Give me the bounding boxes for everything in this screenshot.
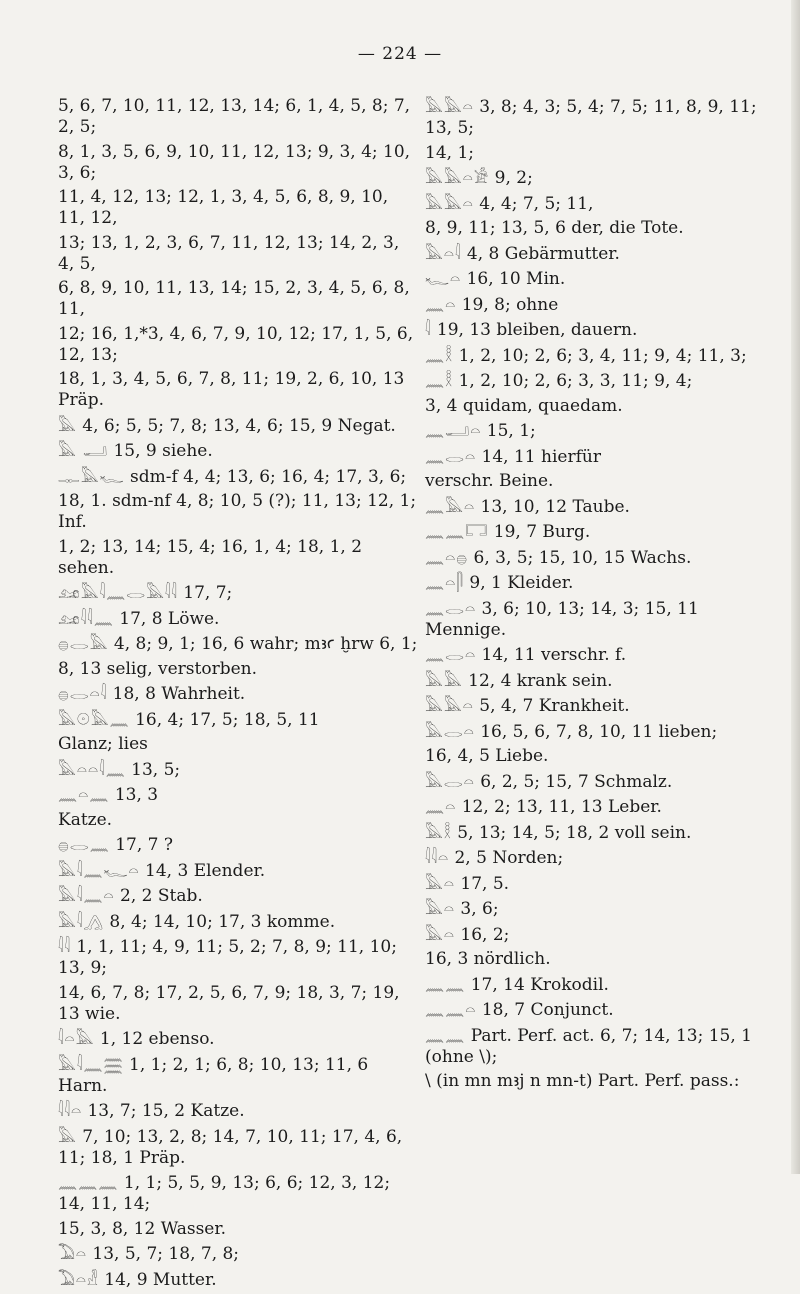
- dictionary-entry-line: [58, 142, 418, 184]
- entry-text: 2, 5 Norden;: [454, 848, 564, 868]
- dictionary-entry-line: [58, 369, 418, 411]
- entry-text: Katze.: [58, 809, 113, 830]
- entry-text: 8, 4; 14, 10; 17, 3 komme.: [109, 911, 336, 932]
- hieroglyph-group: 𓅓𓂋𓏏: [425, 721, 475, 741]
- entry-text: 6, 3, 5; 15, 10, 15 Wachs.: [473, 547, 692, 568]
- entry-text: 17, 5.: [460, 873, 510, 894]
- entry-text: 1, 2, 10; 2, 6; 3, 3, 11; 9, 4;: [458, 371, 693, 391]
- hieroglyph-group: 𓈖𓂋𓏏: [425, 645, 477, 664]
- entry-text: 16, 10 Min.: [466, 269, 566, 289]
- dictionary-entry-line: [58, 784, 418, 806]
- hieroglyph-group: 𓇋𓇋𓏏: [58, 1101, 83, 1120]
- entry-text: 16, 4; 17, 5; 18, 5, 11: [135, 709, 320, 730]
- entry-text: 15, 1;: [486, 421, 536, 441]
- entry-text: 15, 3, 8, 12 Wasser.: [58, 1218, 227, 1239]
- hieroglyph-group: 𓅓: [58, 1126, 77, 1146]
- hieroglyph-group: 𓈖𓂋𓏏: [425, 446, 477, 466]
- hieroglyph-group: 𓈖𓂋𓏏: [425, 598, 477, 618]
- entry-text: 18, 7 Conjunct.: [481, 1000, 614, 1020]
- entry-text: 1, 2; 13, 14; 15, 4; 16, 1, 4; 18, 1, 2 sehen.: [58, 536, 363, 578]
- hieroglyph-group: 𓇋𓇋: [58, 937, 71, 956]
- hieroglyph-group: 𓅓𓎛: [425, 822, 452, 842]
- hieroglyph-group: 𓅓𓇋𓂻: [58, 911, 105, 931]
- dictionary-entry-line: [58, 415, 418, 437]
- hieroglyph-group: 𓅓𓇋𓈖𓆑𓏏: [58, 860, 140, 880]
- dictionary-entry-line: [425, 96, 770, 139]
- dictionary-entry-line: [425, 924, 770, 946]
- hieroglyph-group: 𓈖𓈖: [425, 974, 466, 994]
- hieroglyph-group: 𓅓𓅓𓏏: [425, 193, 474, 213]
- dictionary-entry-line: [425, 999, 770, 1021]
- dictionary-entry-line: [425, 695, 770, 717]
- entry-text: 1, 12 ebenso.: [99, 1029, 215, 1049]
- hieroglyph-group: 𓃭𓇋𓇋𓈖: [58, 608, 114, 628]
- dictionary-entry-line: [58, 683, 418, 705]
- entry-text: Glanz; lies: [58, 734, 148, 754]
- entry-text: 14, 3 Elender.: [145, 860, 266, 881]
- dictionary-entry-line: [58, 885, 418, 907]
- entry-text: 16, 3 nördlich.: [425, 949, 551, 969]
- entry-text: 6, 8, 9, 10, 11, 13, 14; 15, 2, 3, 4, 5, 6, 8, 11,: [58, 278, 410, 319]
- dictionary-entry-line: [58, 1219, 418, 1240]
- hieroglyph-group: 𓈖𓈖𓈖: [58, 1173, 119, 1192]
- dictionary-entry-line: [425, 319, 770, 341]
- hieroglyph-group: 𓅓𓏏: [425, 873, 455, 893]
- hieroglyph-group: 𓐍𓂋𓅓: [58, 634, 109, 653]
- dictionary-entry-line: [58, 759, 418, 781]
- hieroglyph-group: 𓈖𓂝𓏏: [425, 421, 482, 440]
- entry-text: 9, 1 Kleider.: [469, 573, 574, 593]
- dictionary-entry-line: [425, 974, 770, 996]
- hieroglyph-group: 𓈖𓈖𓉐: [425, 522, 489, 541]
- hieroglyph-group: 𓈖𓈖: [425, 1025, 466, 1045]
- entry-text: 4, 6; 5, 5; 7, 8; 13, 4, 6; 15, 9 Negat.: [82, 415, 396, 436]
- hieroglyph-group: 𓐍𓂋𓏏𓇋: [58, 684, 108, 703]
- dictionary-entry-line: [58, 537, 418, 579]
- entry-text: 12, 4 krank sein.: [468, 670, 613, 691]
- left-column: [58, 96, 418, 1294]
- dictionary-entry-line: [58, 1126, 418, 1169]
- hieroglyph-group: 𓅓𓇳𓅓𓈖: [58, 709, 130, 729]
- dictionary-entry-line: [58, 659, 418, 680]
- hieroglyph-group: 𓐍𓂋𓈖: [58, 835, 110, 854]
- hieroglyph-group: 𓈖𓏏𓋴: [425, 573, 464, 592]
- dictionary-entry-line: [58, 187, 418, 229]
- entry-text: Part. Perf. act. 6, 7; 14, 13; 15, 1 (ohne \);: [425, 1025, 752, 1067]
- hieroglyph-group: 𓅓𓅓𓏏: [425, 97, 474, 116]
- entry-text: 19, 13 bleiben, dauern.: [436, 320, 638, 340]
- entry-text: 15, 9 siehe.: [113, 441, 213, 461]
- entry-text: verschr. Beine.: [425, 471, 554, 491]
- entry-text: 5, 6, 7, 10, 11, 12, 13, 14; 6, 1, 4, 5, 8; 7, 2, 5;: [58, 96, 411, 137]
- dictionary-entry-line: [58, 1028, 418, 1050]
- dictionary-entry-line: [425, 873, 770, 895]
- entry-text: 5, 4, 7 Krankheit.: [479, 696, 630, 716]
- hieroglyph-group: 𓅓𓅓𓏏𓀀: [425, 168, 490, 187]
- entry-text: 14, 11 verschr. f.: [481, 645, 627, 665]
- hieroglyph-group: 𓅐𓏏: [58, 1244, 88, 1263]
- hieroglyph-group: 𓅓: [58, 415, 77, 435]
- entry-text: \ (in mn mꜣj n mn-t) Part. Perf. pass.:: [425, 1071, 740, 1091]
- hieroglyph-group: 𓅓𓇋𓈖𓏏: [58, 886, 115, 905]
- dictionary-entry-line: [425, 746, 770, 767]
- page-edge: [791, 0, 800, 1174]
- dictionary-entry-line: [58, 1269, 418, 1291]
- dictionary-entry-line: [425, 496, 770, 518]
- hieroglyph-group: 𓅓𓇋𓈖𓈗: [58, 1054, 124, 1074]
- dictionary-entry-line: [58, 983, 418, 1025]
- entry-text: 3, 4 quidam, quaedam.: [425, 395, 623, 416]
- dictionary-entry-line: [425, 420, 770, 442]
- dictionary-entry-line: [425, 1025, 770, 1068]
- entry-text: 8, 9, 11; 13, 5, 6 der, die Tote.: [425, 218, 684, 238]
- hieroglyph-group: 𓇋𓇋𓏏: [425, 848, 450, 867]
- hieroglyph-group: 𓈖𓎛: [425, 345, 454, 365]
- hieroglyph-group: 𓆑𓏏: [425, 269, 462, 288]
- hieroglyph-group: 𓅓𓏏𓇋: [425, 243, 462, 263]
- dictionary-entry-line: [425, 898, 770, 920]
- entry-text: 6, 2, 5; 15, 7 Schmalz.: [480, 771, 673, 792]
- entry-text: 13, 3: [114, 785, 159, 805]
- hieroglyph-group: 𓅓𓏏𓏏𓇋𓈖: [58, 759, 126, 779]
- entry-text: 9, 2;: [494, 168, 533, 188]
- entry-text: 13, 5;: [131, 759, 181, 780]
- dictionary-entry-line: [425, 167, 770, 189]
- hieroglyph-group: 𓅓𓅓𓏏: [425, 696, 474, 715]
- hieroglyph-group: 𓈖𓏏: [425, 294, 457, 314]
- entry-text: 1, 1, 11; 4, 9, 11; 5, 2; 7, 8, 9; 11, 10; 13, 9;: [58, 937, 397, 978]
- hieroglyph-group: 𓈖𓈖𓏏: [425, 1000, 477, 1019]
- entry-text: sdm-f 4, 4; 13, 6; 16, 4; 17, 3, 6;: [130, 466, 407, 487]
- dictionary-entry-line: [58, 233, 418, 275]
- hieroglyph-group: 𓅓𓂋𓏏: [425, 771, 475, 791]
- dictionary-entry-line: [425, 547, 770, 569]
- dictionary-entry-line: [58, 491, 418, 533]
- entry-text: 18, 1, 3, 4, 5, 6, 7, 8, 11; 19, 2, 6, 10, 13 Präp.: [58, 369, 405, 410]
- entry-text: 4, 8; 9, 1; 16, 6 wahr; mꜣꜥ ḫrw 6, 1;: [113, 634, 418, 654]
- dictionary-entry-line: [58, 1172, 418, 1215]
- entry-text: 18, 8 Wahrheit.: [112, 684, 246, 704]
- entry-text: 16, 4, 5 Liebe.: [425, 746, 549, 766]
- entry-text: 7, 10; 13, 2, 8; 14, 7, 10, 11; 17, 4, 6, 11; 18, 1 Präp.: [58, 1126, 403, 1168]
- dictionary-entry-line: [425, 949, 770, 970]
- entry-text: 14, 6, 7, 8; 17, 2, 5, 6, 7, 9; 18, 3, 7; 19, 13 wie.: [58, 982, 400, 1024]
- dictionary-entry-line: [425, 268, 770, 290]
- dictionary-entry-line: [58, 608, 418, 630]
- entry-text: 4, 4; 7, 5; 11,: [479, 193, 594, 214]
- dictionary-entry-line: [425, 847, 770, 869]
- dictionary-entry-line: [58, 1100, 418, 1122]
- dictionary-entry-line: [425, 345, 770, 367]
- dictionary-entry-line: [425, 1071, 770, 1092]
- entry-text: 1, 2, 10; 2, 6; 3, 4, 11; 9, 4; 11, 3;: [458, 345, 747, 366]
- entry-text: 1, 1; 2, 1; 6, 8; 10, 13; 11, 6 Harn.: [58, 1054, 369, 1096]
- entry-text: 16, 2;: [460, 924, 510, 945]
- hieroglyph-group: 𓇋: [425, 320, 432, 339]
- dictionary-entry-line: [58, 466, 418, 488]
- entry-text: 5, 13; 14, 5; 18, 2 voll sein.: [457, 822, 692, 843]
- hieroglyph-group: 𓅓 𓂝: [58, 441, 109, 460]
- dictionary-entry-line: [58, 582, 418, 604]
- entry-text: 13, 7; 15, 2 Katze.: [87, 1101, 245, 1121]
- entry-text: 11, 4, 12, 13; 12, 1, 3, 4, 5, 6, 8, 9, 10, 11, 12,: [58, 187, 389, 228]
- dictionary-entry-line: [425, 143, 770, 164]
- dictionary-entry-line: [58, 734, 418, 755]
- entry-text: 16, 5, 6, 7, 8, 10, 11 lieben;: [480, 721, 718, 742]
- dictionary-entry-line: [425, 796, 770, 818]
- entry-text: 17, 8 Löwe.: [119, 608, 220, 629]
- entry-text: 3, 6;: [460, 899, 499, 919]
- dictionary-entry-line: [58, 834, 418, 856]
- dictionary-entry-line: [425, 521, 770, 543]
- dictionary-entry-line: [425, 644, 770, 666]
- dictionary-entry-line: [425, 446, 770, 468]
- dictionary-entry-line: [58, 936, 418, 979]
- entry-text: 3, 8; 4, 3; 5, 4; 7, 5; 11, 8, 9, 11; 13, 5;: [425, 97, 757, 138]
- hieroglyph-group: 𓈖𓏏: [425, 797, 457, 816]
- dictionary-entry-line: [425, 396, 770, 417]
- dictionary-entry-line: [58, 324, 418, 366]
- dictionary-entry-line: [58, 96, 418, 138]
- hieroglyph-group: 𓈖𓅓𓏏: [425, 496, 476, 516]
- dictionary-entry-line: [425, 598, 770, 641]
- dictionary-entry-line: [425, 572, 770, 594]
- entry-text: 4, 8 Gebärmutter.: [466, 243, 620, 264]
- dictionary-entry-line: [58, 709, 418, 731]
- dictionary-entry-line: [58, 860, 418, 882]
- hieroglyph-group: 𓈖𓏏𓈖: [58, 785, 110, 804]
- right-column: [425, 96, 770, 1096]
- dictionary-entry-line: [58, 1243, 418, 1265]
- entry-text: 19, 8; ohne: [461, 294, 559, 315]
- entry-text: 17, 7;: [183, 583, 233, 603]
- hieroglyph-group: 𓈖𓎛: [425, 371, 454, 390]
- hieroglyph-group: 𓅓𓅓: [425, 670, 463, 690]
- entry-text: 13, 10, 12 Taube.: [480, 496, 630, 517]
- dictionary-entry-line: [425, 721, 770, 743]
- hieroglyph-group: 𓅓𓏏: [425, 899, 455, 918]
- dictionary-entry-line: [58, 440, 418, 462]
- dictionary-entry-line: [425, 370, 770, 392]
- dictionary-entry-line: [425, 193, 770, 215]
- hieroglyph-group: 𓅓𓏏: [425, 924, 455, 944]
- entry-text: 17, 7 ?: [115, 835, 173, 855]
- entry-text: 12, 2; 13, 11, 13 Leber.: [461, 797, 662, 817]
- dictionary-entry-line: [425, 294, 770, 316]
- entry-text: 18, 1. sdm-nf 4, 8; 10, 5 (?); 11, 13; 12, 1; Inf.: [58, 491, 417, 532]
- entry-text: 14, 9 Mutter.: [104, 1269, 217, 1290]
- entry-text: 17, 14 Krokodil.: [470, 974, 609, 995]
- hieroglyph-group: 𓅐𓏏𓁐: [58, 1269, 99, 1289]
- entry-text: 14, 11 hierfür: [481, 446, 601, 467]
- hieroglyph-group: 𓊃𓅓𓆑: [58, 466, 125, 486]
- dictionary-entry-line: [425, 243, 770, 265]
- dictionary-entry-line: [58, 911, 418, 933]
- entry-text: 13, 5, 7; 18, 7, 8;: [92, 1244, 240, 1264]
- dictionary-entry-line: [58, 810, 418, 831]
- dictionary-entry-line: [58, 633, 418, 655]
- entry-text: 19, 7 Burg.: [493, 522, 591, 542]
- hieroglyph-group: 𓇋𓏏𓅓: [58, 1029, 95, 1048]
- hieroglyph-group: 𓃭𓅓𓇋𓈖𓂋𓅓𓇋𓇋: [58, 583, 178, 602]
- dictionary-entry-line: [425, 471, 770, 492]
- dictionary-entry-line: [58, 1054, 418, 1097]
- page-number: — 224 —: [357, 44, 443, 64]
- dictionary-entry-line: [425, 771, 770, 793]
- dictionary-entry-line: [425, 670, 770, 692]
- dictionary-entry-line: [58, 278, 418, 320]
- entry-text: 12; 16, 1,*3, 4, 6, 7, 9, 10, 12; 17, 1, 5, 6, 12, 13;: [58, 323, 414, 365]
- entry-text: 14, 1;: [425, 142, 474, 163]
- entry-text: 8, 13 selig, verstorben.: [58, 658, 258, 679]
- dictionary-entry-line: [425, 822, 770, 844]
- entry-text: 3, 6; 10, 13; 14, 3; 15, 11 Mennige.: [425, 598, 699, 640]
- entry-text: 2, 2 Stab.: [120, 886, 203, 906]
- hieroglyph-group: 𓈖𓏏𓐍: [425, 547, 469, 567]
- dictionary-entry-line: [425, 218, 770, 239]
- entry-text: 8, 1, 3, 5, 6, 9, 10, 11, 12, 13; 9, 3, 4; 10, 3, 6;: [58, 141, 411, 183]
- entry-text: 1, 1; 5, 5, 9, 13; 6, 6; 12, 3, 12; 14, 11, 14;: [58, 1173, 391, 1214]
- entry-text: 13; 13, 1, 2, 3, 6, 7, 11, 12, 13; 14, 2, 3, 4, 5,: [58, 232, 400, 274]
